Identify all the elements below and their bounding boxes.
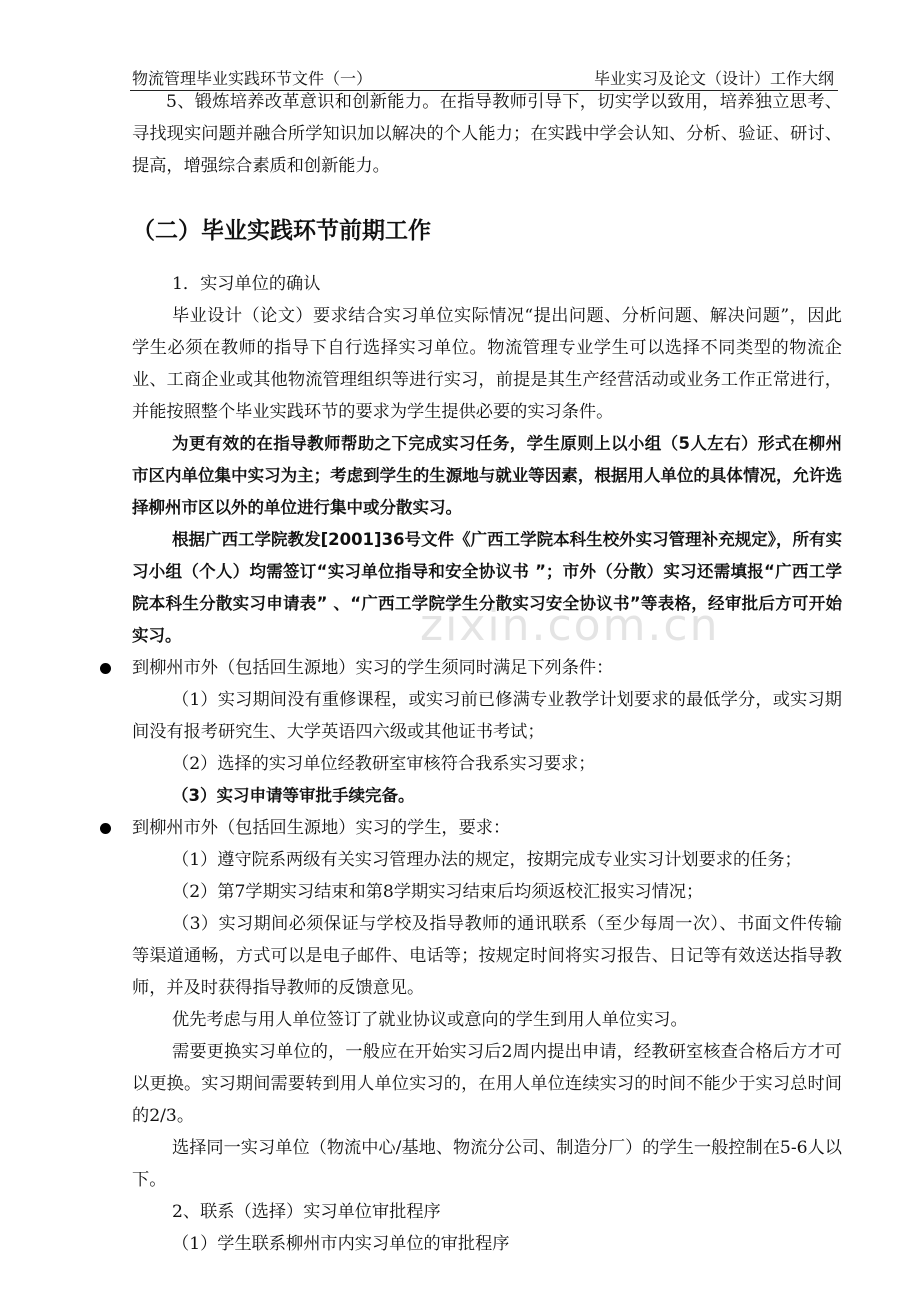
paragraph-3-bold: 根据广西工学院教发[2001]36号文件《广西工学院本科生校外实习管理补充规定》，所有实习小组（个人）均需签订“实习单位指导和安全协议书 ”；市外（分散）实习还需填报“广西工学院本科生分散实习申请表” 、“广西工学院学生分散实习安全协议书”等表格，经审批后方可开始实习。 [132, 530, 842, 645]
section-heading: （二）毕业实践环节前期工作 [132, 218, 431, 244]
bullet-item-2 [132, 812, 842, 844]
requirement-item: （3）实习期间必须保证与学校及指导教师的通讯联系（至少每周一次）、书面文件传输等渠道通畅，方式可以是电子邮件、电话等；按规定时间将实习报告、日记等有效送达指导教师，并及时获得指导教师的反馈意见。 [132, 914, 842, 998]
bullet-dot-icon [100, 663, 111, 674]
paragraph-5: 需要更换实习单位的，一般应在开始实习后2周内提出申请，经教研室核查合格后方才可以更换。实习期间需要转到用人单位实习的，在用人单位连续实习的时间不能少于实习总时间的2/3。 [132, 1042, 842, 1126]
bullet-dot-icon [100, 823, 111, 834]
condition-item: （2）选择的实习单位经教研室审核符合我系实习要求； [172, 754, 596, 774]
requirement-item: （2）第7学期实习结束和第8学期实习结束后均须返校汇报实习情况； [172, 882, 704, 902]
document-body [132, 86, 842, 1260]
paragraph-6: 选择同一实习单位（物流中心/基地、物流分公司、制造分厂）的学生一般控制在5-6人以下。 [132, 1138, 842, 1190]
requirement-item: （1）遵守院系两级有关实习管理办法的规定，按期完成专业实习计划要求的任务； [172, 850, 802, 870]
paragraph-1: 毕业设计（论文）要求结合实习单位实际情况“提出问题、分析问题、解决问题”，因此学生必须在教师的指导下自行选择实习单位。物流管理专业学生可以选择不同类型的物流企业、工商企业或其他物流管理组织等进行实习，前提是其生产经营活动或业务工作正常进行，并能按照整个毕业实践环节的要求为学生提供必要的实习条件。 [132, 306, 842, 422]
subsection-item: （1）学生联系柳州市内实习单位的审批程序 [172, 1234, 510, 1254]
intro-paragraph: 5、锻炼培养改革意识和创新能力。在指导教师引导下，切实学以致用，培养独立思考、寻找现实问题并融合所学知识加以解决的个人能力；在实践中学会认知、分析、验证、研讨、提高，增强综合素质和创新能力。 [132, 92, 842, 176]
subsection-title-1: 1．实习单位的确认 [172, 274, 321, 294]
header-left-title: 物流管理毕业实践环节文件（一） [132, 69, 373, 88]
paragraph-4: 优先考虑与用人单位签订了就业协议或意向的学生到用人单位实习。 [172, 1010, 688, 1030]
header-right-title: 毕业实习及论文（设计）工作大纲 [593, 69, 834, 88]
subsection-title-2: 2、联系（选择）实习单位审批程序 [172, 1202, 441, 1222]
condition-item: （3）实习申请等审批手续完备。 [172, 786, 415, 805]
watermark: zixin.com.cn [420, 600, 720, 651]
bullet-text: 到柳州市外（包括回生源地）实习的学生须同时满足下列条件： [132, 658, 614, 678]
bullet-text: 到柳州市外（包括回生源地）实习的学生，要求： [132, 818, 511, 838]
paragraph-2-bold: 为更有效的在指导教师帮助之下完成实习任务，学生原则上以小组（5人左右）形式在柳州市区内单位集中实习为主；考虑到学生的生源地与就业等因素，根据用人单位的具体情况，允许选择柳州市区以外的单位进行集中或分散实习。 [132, 434, 842, 517]
condition-item: （1）实习期间没有重修课程，或实习前已修满专业教学计划要求的最低学分，或实习期间没有报考研究生、大学英语四六级或其他证书考试； [132, 690, 842, 742]
bullet-item-1 [132, 652, 842, 684]
